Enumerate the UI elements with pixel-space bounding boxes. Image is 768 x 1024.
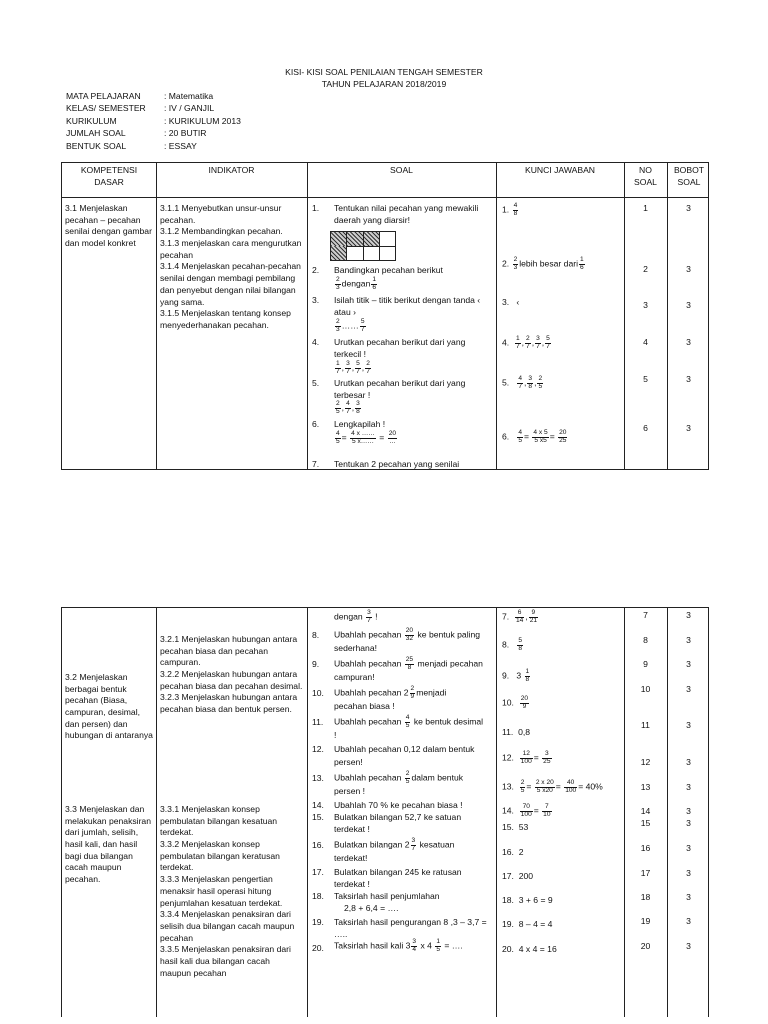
header-indikator: INDIKATOR bbox=[208, 165, 255, 175]
indikator-item: 3.3.3 Menjelaskan pengertian menaksir hasil operasi hitung penjumlahan kesatuan terdekat. bbox=[160, 874, 283, 908]
question-weight: 3 bbox=[686, 720, 691, 730]
info-label: MATA PELAJARAN bbox=[66, 91, 141, 101]
indikator-list-3-2 bbox=[160, 634, 303, 716]
shaded-fraction-figure bbox=[330, 231, 396, 247]
question-number: 4. bbox=[312, 337, 320, 347]
answer-3: 3. ‹ bbox=[502, 297, 520, 307]
question-weight: 3 bbox=[686, 635, 691, 645]
question-number: 6. bbox=[312, 419, 320, 429]
question-weight: 3 bbox=[686, 659, 691, 669]
question-number: 19. bbox=[312, 917, 324, 927]
question-weight: 3 bbox=[686, 868, 691, 878]
answer-5: 5. $\frac{4}{7}$ , $\frac{3}{8}$ , $\frac{2}{5}$ bbox=[502, 375, 543, 390]
question-15-line2: terdekat ! bbox=[334, 824, 370, 834]
answer-11: 11. 0,8 bbox=[502, 727, 531, 737]
answer-1: 1. $\frac{4}{8}$ bbox=[502, 202, 518, 217]
indikator-item: 3.2.2 Menjelaskan hubungan antara pecahan biasa dan pecahan desimal. bbox=[160, 669, 303, 691]
question-no: 9 bbox=[643, 659, 648, 669]
grid-table-page1 bbox=[61, 162, 709, 470]
question-10: Ubahlah pecahan 2 $\frac{2}{9}$ menjadi bbox=[334, 685, 447, 700]
question-17-line2: terdekat ! bbox=[334, 879, 370, 889]
indikator-item: 3.3.2 Menjelaskan konsep pembulatan bilangan keratusan terdekat. bbox=[160, 839, 280, 873]
question-number: 12. bbox=[312, 744, 324, 754]
question-3-fractions: $\frac{2}{3}$ …… $\frac{5}{7}$ bbox=[336, 318, 365, 333]
question-2-fractions: $\frac{2}{3}$ dengan $\frac{1}{6}$ bbox=[336, 276, 377, 291]
question-no: 8 bbox=[643, 635, 648, 645]
question-no: 16 bbox=[640, 843, 651, 853]
question-no: 17 bbox=[640, 868, 651, 878]
q6-denominator: 5 x…… bbox=[352, 437, 374, 445]
q6-dots: … bbox=[389, 437, 396, 445]
question-no: 7 bbox=[643, 610, 648, 620]
question-no: 2 bbox=[643, 264, 648, 274]
info-value: : KURIKULUM 2013 bbox=[164, 115, 241, 126]
question-12: Ubahlah pecahan 0,12 dalam bentuk bbox=[334, 744, 475, 754]
question-14: Ubahlah 70 % ke pecahan biasa ! bbox=[334, 800, 463, 810]
answer-19: 19. 8 – 4 = 4 bbox=[502, 919, 553, 929]
header-kunci-jawaban: KUNCI JAWABAN bbox=[524, 165, 596, 175]
question-weight: 3 bbox=[686, 203, 691, 213]
question-15: Bulatkan bilangan 52,7 ke satuan bbox=[334, 812, 462, 822]
question-19-line2: ….. bbox=[334, 929, 348, 939]
answer-18: 18. 3 + 6 = 9 bbox=[502, 895, 553, 905]
question-4-fractions: $\frac{1}{7}$ , $\frac{3}{7}$ , $\frac{5}{7}$ , $\frac{2}{7}$ bbox=[336, 360, 370, 375]
question-16: Bulatkan bilangan 2 $\frac{3}{7}$ kesatuan bbox=[334, 837, 455, 852]
question-2: Bandingkan pecahan berikut bbox=[334, 265, 443, 275]
answer-12: 12. $\frac{12}{100}$ = $\frac{3}{25}$ bbox=[502, 750, 551, 765]
info-label: JUMLAH SOAL bbox=[66, 128, 126, 139]
question-weight: 3 bbox=[686, 337, 691, 347]
question-6-equation: $\frac{4}{5}$ = $\frac{4 x \dots\dots}{5 x\dots\dots}$ = $\frac{20}{\dots}$ bbox=[336, 430, 397, 445]
question-number: 7. bbox=[312, 459, 320, 469]
indikator-item: 3.1.1 Menyebutkan unsur-unsur pecahan. bbox=[160, 203, 282, 225]
question-17: Bulatkan bilangan 245 ke ratusan bbox=[334, 867, 462, 877]
indikator-item: 3.1.2 Membandingkan pecahan. bbox=[160, 226, 283, 237]
question-weight: 3 bbox=[686, 916, 691, 926]
info-value: : 20 BUTIR bbox=[164, 128, 207, 139]
question-no: 1 bbox=[643, 203, 648, 213]
indikator-item: 3.2.1 Menjelaskan hubungan antara pecahan biasa dan pecahan campuran. bbox=[160, 634, 298, 668]
answer-7: 7. $\frac{6}{14}$ , $\frac{9}{21}$ bbox=[502, 609, 538, 624]
question-number: 9. bbox=[312, 659, 320, 669]
question-11: Ubahlah pecahan $\frac{4}{5}$ ke bentuk desimal bbox=[334, 714, 484, 729]
question-18-line2: 2,8 + 6,4 = …. bbox=[344, 903, 399, 913]
indikator-item: 3.2.3 Menjelaskan hubungan antara pecahan biasa dan bentuk persen. bbox=[160, 692, 298, 715]
question-weight: 3 bbox=[686, 684, 691, 694]
info-row bbox=[66, 103, 241, 115]
question-weight: 3 bbox=[686, 300, 691, 310]
question-13-line2: persen ! bbox=[334, 786, 366, 796]
question-20: Taksirlah hasil kali 3 $\frac{3}{4}$ x 4 $\frac{1}{5}$ = …. bbox=[334, 938, 463, 953]
question-no: 18 bbox=[640, 892, 651, 902]
indikator-item: 3.3.5 Menjelaskan penaksiran dari hasil kali dua bilangan cacah maupun pecahan bbox=[160, 944, 291, 978]
question-number: 16. bbox=[312, 840, 324, 850]
info-row bbox=[66, 128, 241, 140]
info-value: : IV / GANJIL bbox=[164, 103, 215, 114]
kompetensi-dasar-3-3: 3.3 Menjelaskan dan melakukan penaksiran dari jumlah, selisih, hasil kali, dan hasil bagi dua bilangan cacah maupun pecahan. bbox=[65, 804, 151, 885]
answer-14: 14. $\frac{70}{100}$ = $\frac{7}{10}$ bbox=[502, 803, 551, 818]
info-label: KURIKULUM bbox=[66, 115, 117, 126]
question-5: Urutkan pecahan berikut dari yang terbesar ! bbox=[334, 378, 466, 400]
info-label: BENTUK SOAL bbox=[66, 140, 127, 151]
question-no: 14 bbox=[640, 806, 651, 816]
question-3: Isilah titik – titik berikut dengan tanda ‹ atau › bbox=[334, 295, 481, 317]
question-3-dots: …… bbox=[341, 320, 359, 331]
info-row bbox=[66, 91, 241, 103]
question-no: 11 bbox=[641, 720, 650, 730]
q6-numerator: 4 x …… bbox=[351, 430, 375, 437]
question-number: 10. bbox=[312, 688, 324, 698]
question-number: 11. bbox=[312, 717, 324, 727]
question-no: 5 bbox=[643, 374, 648, 384]
question-weight: 3 bbox=[686, 782, 691, 792]
question-9: Ubahlah pecahan $\frac{25}{8}$ menjadi pecahan bbox=[334, 656, 483, 671]
question-number: 8. bbox=[312, 630, 320, 640]
kompetensi-dasar-3-2: 3.2 Menjelaskan berbagai bentuk pecahan (Biasa, campuran, desimal, dan persen) dan hubungan di antaranya bbox=[65, 672, 153, 741]
question-8-line2: sederhana! bbox=[334, 643, 378, 653]
question-19: Taksirlah hasil pengurangan 8 ,3 – 3,7 = bbox=[334, 917, 487, 927]
question-weight: 3 bbox=[686, 818, 691, 828]
header-soal: SOAL bbox=[390, 165, 413, 175]
question-number: 18. bbox=[312, 891, 324, 901]
question-number: 1. bbox=[312, 203, 320, 213]
question-no: 19 bbox=[640, 916, 651, 926]
header-bobot: BOBOT SOAL bbox=[673, 165, 705, 187]
question-7: Tentukan 2 pecahan yang senilai bbox=[334, 459, 460, 469]
question-weight: 3 bbox=[686, 806, 691, 816]
answer-2: 2. $\frac{2}{3}$ lebih besar dari $\frac{1}{6}$ bbox=[502, 256, 584, 271]
question-no: 4 bbox=[643, 337, 648, 347]
info-row bbox=[66, 141, 241, 153]
answer-17: 17. 200 bbox=[502, 871, 534, 881]
academic-year: TAHUN PELAJARAN 2018/2019 bbox=[321, 79, 447, 89]
question-number: 20. bbox=[312, 943, 324, 953]
answer-8: 8. $\frac{5}{8}$ bbox=[502, 637, 523, 652]
question-18: Taksirlah hasil penjumlahan bbox=[334, 891, 440, 901]
question-16-line2: terdekat! bbox=[334, 853, 368, 863]
question-10-line2: pecahan biasa ! bbox=[334, 701, 395, 711]
answer-15: 15. 53 bbox=[502, 822, 529, 832]
answer-13: 13. $\frac{2}{5}$ = $\frac{2 x 20}{5 x20}$ = $\frac{40}{100}$ = 40% bbox=[502, 779, 603, 794]
question-number: 2. bbox=[312, 265, 320, 275]
question-8: Ubahlah pecahan $\frac{20}{32}$ ke bentuk paling bbox=[334, 627, 481, 642]
question-6: Lengkapilah ! bbox=[334, 419, 386, 429]
grid-table-page2 bbox=[61, 607, 709, 1017]
question-number: 14. bbox=[312, 800, 324, 810]
indikator-item: 3.1.4 Menjelaskan pecahan-pecahan senilai dengan membagi pembilang dan penyebut dengan nilai bilangan yang sama. bbox=[160, 261, 301, 307]
indikator-list-3-3 bbox=[160, 804, 303, 979]
question-11-line2: ! bbox=[334, 730, 337, 740]
question-weight: 3 bbox=[686, 757, 691, 767]
answer-20: 20. 4 x 4 = 16 bbox=[502, 944, 557, 954]
question-2-text: dengan bbox=[341, 278, 371, 289]
question-weight: 3 bbox=[686, 264, 691, 274]
answer-10: 10. $\frac{20}{9}$ bbox=[502, 695, 529, 710]
indikator-item: 3.1.5 Menjelaskan tentang konsep menyederhanakan pecahan. bbox=[160, 308, 291, 330]
question-no: 13 bbox=[640, 782, 651, 792]
info-label: KELAS/ SEMESTER bbox=[66, 103, 146, 114]
question-weight: 3 bbox=[686, 374, 691, 384]
question-1: Tentukan nilai pecahan yang mewakili daerah yang diarsir! bbox=[334, 203, 479, 225]
kompetensi-dasar-3-1: 3.1 Menjelaskan pecahan – pecahan senilai dengan gambar dan model konkret bbox=[65, 203, 152, 249]
question-weight: 3 bbox=[686, 892, 691, 902]
question-7-continued: dengan $\frac{3}{7}$ ! bbox=[334, 609, 378, 624]
indikator-item: 3.3.1 Menjelaskan konsep pembulatan bilangan kesatuan terdekat. bbox=[160, 804, 278, 838]
answer-9: 9. 3 $\frac{1}{8}$ bbox=[502, 668, 530, 683]
question-number: 5. bbox=[312, 378, 320, 388]
question-number: 3. bbox=[312, 295, 320, 305]
question-number: 15. bbox=[312, 812, 324, 822]
info-value: : Matematika bbox=[164, 91, 214, 101]
indikator-item: 3.3.4 Menjelaskan penaksiran dari selisih dua bilangan cacah maupun pecahan bbox=[160, 909, 295, 943]
question-weight: 3 bbox=[686, 843, 691, 853]
document-title: KISI- KISI SOAL PENILAIAN TENGAH SEMESTER bbox=[285, 67, 483, 77]
question-12-line2: persen! bbox=[334, 757, 363, 767]
header-kompetensi: KOMPETENSI DASAR bbox=[80, 165, 138, 187]
indikator-item: 3.1.3 menjelaskan cara mengurutkan pecahan bbox=[160, 238, 302, 260]
question-4: Urutkan pecahan berikut dari yang terkecil ! bbox=[334, 337, 466, 359]
fraction-figure-row-2 bbox=[330, 246, 396, 261]
question-weight: 3 bbox=[686, 610, 691, 620]
question-no: 6 bbox=[643, 423, 648, 433]
question-number: 13. bbox=[312, 773, 324, 783]
answer-4: 4. $\frac{1}{7}$ , $\frac{2}{7}$ , $\frac{3}{7}$ , $\frac{5}{7}$ bbox=[502, 335, 550, 350]
question-number: 17. bbox=[312, 867, 324, 877]
question-no: 15 bbox=[640, 818, 651, 828]
info-block bbox=[66, 91, 241, 153]
question-no: 20 bbox=[640, 941, 651, 951]
question-13: Ubahlah pecahan $\frac{2}{5}$ dalam bentuk bbox=[334, 770, 464, 785]
info-value: : ESSAY bbox=[164, 140, 197, 151]
answer-16: 16. 2 bbox=[502, 847, 524, 857]
header-no-soal: NO SOAL bbox=[634, 165, 657, 187]
question-no: 12 bbox=[640, 757, 651, 767]
question-weight: 3 bbox=[686, 941, 691, 951]
answer-6: 6. $\frac{4}{5}$ = $\frac{4 x 5}{5 x5}$ = $\frac{20}{25}$ bbox=[502, 429, 567, 444]
question-5-fractions: $\frac{2}{5}$ , $\frac{4}{7}$ , $\frac{3}{8}$ bbox=[336, 400, 360, 415]
question-no: 10 bbox=[640, 684, 651, 694]
question-9-line2: campuran! bbox=[334, 672, 375, 682]
question-weight: 3 bbox=[686, 423, 691, 433]
indikator-list bbox=[160, 203, 303, 332]
question-no: 3 bbox=[643, 300, 648, 310]
info-row bbox=[66, 116, 241, 128]
